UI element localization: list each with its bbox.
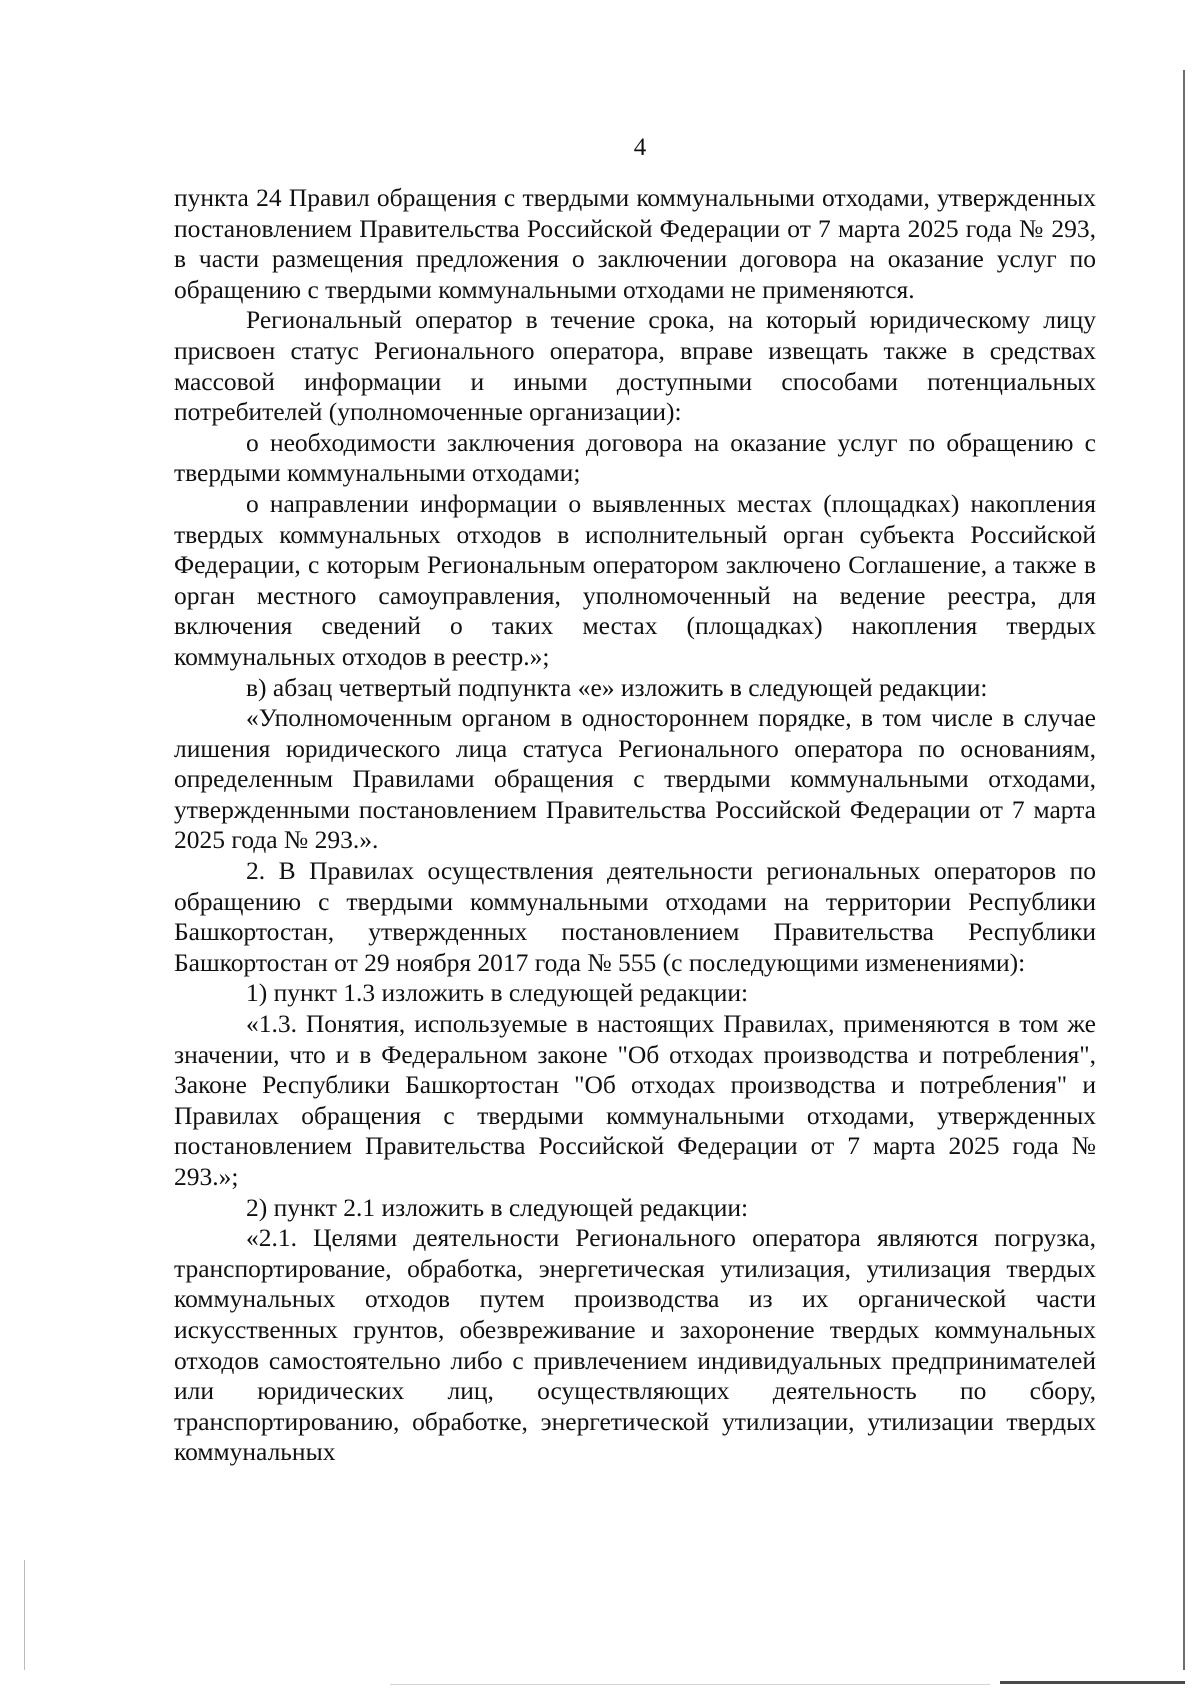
scan-artifact-mark: [24, 1560, 25, 1670]
paragraph-clause-1-3: «1.3. Понятия, используемые в настоящих Правилах, применяются в том же значении, что и в Федеральном законе "Об отходах производства и потребления", Законе Республики Башкортостан "Об отходах производства и потребления" и Правилах обращения с твердыми коммунальными отходами, утвержденных постановлением Правительства Российской Федерации от 7 марта 2025 года № 293.»;: [174, 1009, 1096, 1191]
paragraph-regional-operator: Региональный оператор в течение срока, на который юридическому лицу присвоен статус Регионального оператора, вправе извещать также в средствах массовой информации и иными доступными способами потенциальных потребителей (уполномоченные организации):: [174, 305, 1096, 427]
paragraph-authorized-body: «Уполномоченным органом в одностороннем порядке, в том числе в случае лишения юридического лица статуса Регионального оператора по основаниям, определенным Правилами обращения с твердыми коммунальными отходами, утвержденными постановлением Правительства Российской Федерации от 7 марта 2025 года № 293.».: [174, 703, 1096, 855]
paragraph-clause-2-1: «2.1. Целями деятельности Регионального оператора являются погрузка, транспортирование, обработка, энергетическая утилизация, утилизация твердых коммунальных отходов путем производства из их органической части искусственных грунтов, обезвреживание и захоронение твердых коммунальных отходов самостоятельно либо с привлечением индивидуальных предпринимателей или юридических лиц, осуществляющих деятельность по сбору, транспортированию, обработке, энергетической утилизации, утилизации твердых коммунальных: [174, 1223, 1096, 1467]
paragraph-item-1: 1) пункт 1.3 изложить в следующей редакции:: [246, 978, 749, 1008]
paragraph-item-2: 2) пункт 2.1 изложить в следующей редакции:: [246, 1192, 749, 1222]
paragraph-contract-necessity: о необходимости заключения договора на оказание услуг по обращению с твердыми коммунальными отходами;: [174, 427, 1096, 488]
paragraph-continuation: пункта 24 Правил обращения с твердыми коммунальными отходами, утвержденных постановлением Правительства Российской Федерации от 7 марта 2025 года № 293, в части размещения предложения о заключении договора на оказание услуг по обращению с твердыми коммунальными отходами не применяются.: [174, 183, 1096, 304]
scan-artifact-line: [390, 1684, 990, 1685]
document-body: [174, 183, 1096, 1468]
page-number: 4: [633, 134, 647, 161]
scan-edge-right: [1183, 70, 1185, 1670]
paragraph-section-2: 2. В Правилах осуществления деятельности региональных операторов по обращению с твердыми коммунальными отходами на территории Республики Башкортостан, утвержденных постановлением Правительства Республики Башкортостан от 29 ноября 2017 года № 555 (с последующими изменениями):: [174, 856, 1096, 977]
paragraph-information-direction: о направлении информации о выявленных местах (площадках) накопления твердых коммунальных отходов в исполнительный орган субъекта Российской Федерации, с которым Региональным оператором заключено Соглашение, а также в орган местного самоуправления, уполномоченный на ведение реестра, для включения сведений о таких местах (площадках) накопления твердых коммунальных отходов в реестр.»;: [174, 488, 1096, 671]
scan-edge-bottom: [1000, 1681, 1185, 1684]
paragraph-subitem-v: в) абзац четвертый подпункта «е» изложить в следующей редакции:: [246, 672, 988, 702]
